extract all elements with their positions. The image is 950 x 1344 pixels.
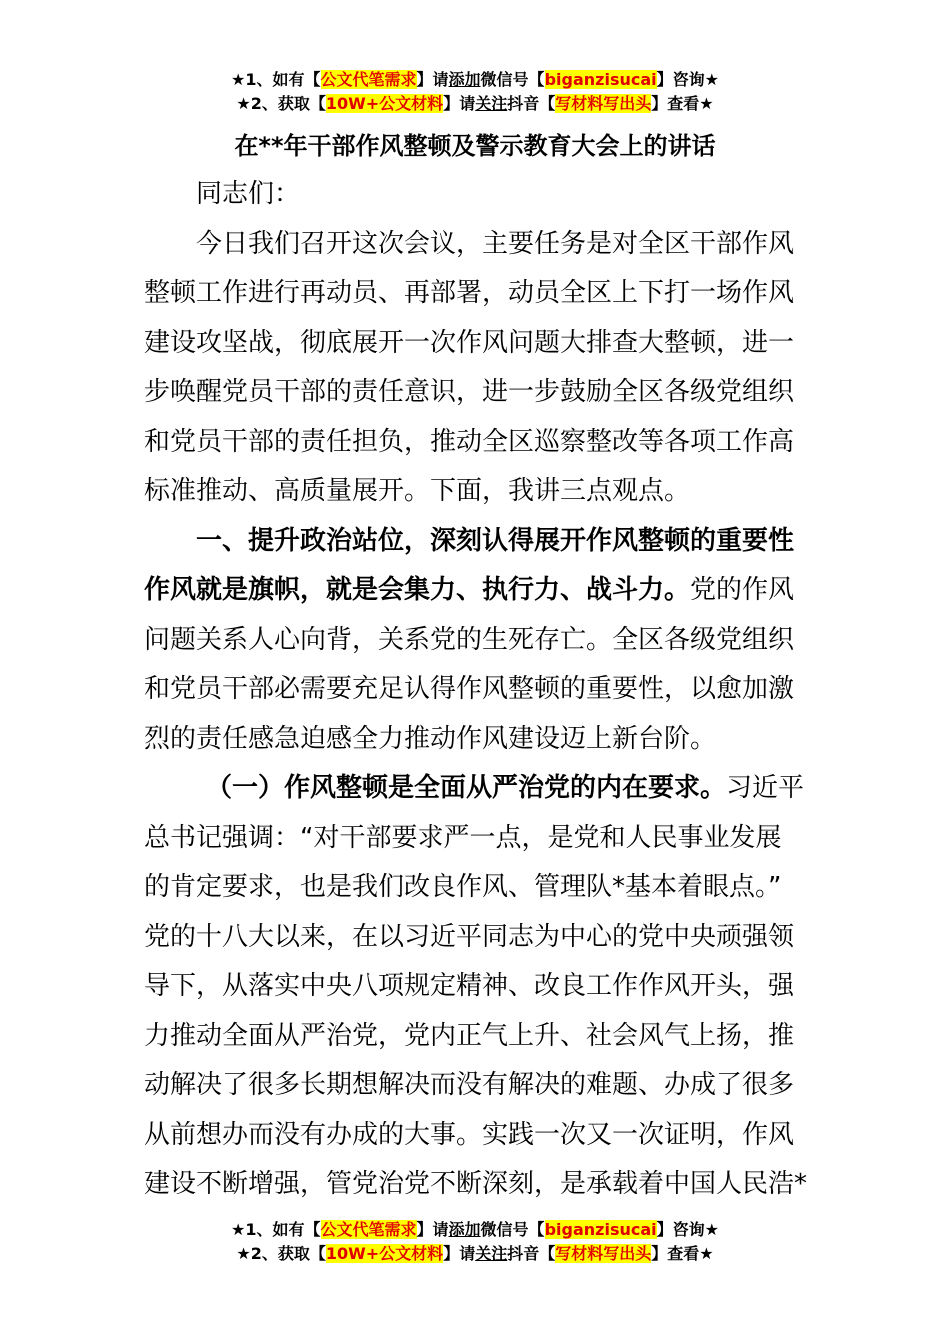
paragraph-line: 整顿工作进行再动员、再部署，动员全区上下打一场作风 (144, 278, 795, 308)
promo-header (0, 68, 950, 116)
paragraph-line: 标准推动、高质量展开。下面，我讲三点观点。 (144, 476, 691, 506)
promo-highlight: 公文代笔需求 (320, 1220, 417, 1239)
promo-highlight: 公文代笔需求 (320, 70, 417, 89)
promo-line-1: ★1、如有【公文代笔需求】请添加微信号【biganzisucai】咨询★ (231, 1220, 719, 1239)
paragraph-line: 动解决了很多长期想解决而没有解决的难题、办成了很多 (144, 1070, 795, 1100)
promo-footer (0, 1218, 950, 1266)
promo-highlight: 10W+公文材料 (325, 94, 444, 113)
paragraph-line: 从前想办而没有办成的大事。实践一次又一次证明，作风 (144, 1119, 795, 1150)
paragraph-line: 建设攻坚战，彻底展开一次作风问题大排查大整顿，进一 (144, 327, 795, 358)
paragraph-line: 烈的责任感急迫感全力推动作风建设迈上新台阶。 (144, 723, 717, 754)
paragraph-line: 和党员干部必需要充足认得作风整顿的重要性，以愈加激 (144, 674, 795, 704)
promo-highlight: biganzisucai (544, 70, 657, 89)
paragraph-line: 总书记强调：“对干部要求严一点，是党和人民事业发展 (144, 822, 782, 853)
paragraph-line: 步唤醒党员干部的责任意识，进一步鼓励全区各级党组织 (144, 377, 795, 407)
paragraph-line: 今日我们召开这次会议，主要任务是对全区干部作风 (196, 228, 795, 259)
promo-highlight: 10W+公文材料 (325, 1244, 444, 1263)
paragraph-line: 问题关系人心向背，关系党的生死存亡。全区各级党组织 (144, 624, 795, 655)
promo-line-2: ★2、获取【10W+公文材料】请关注抖音【写材料写出头】查看★ (236, 1244, 714, 1263)
promo-highlight: biganzisucai (544, 1220, 657, 1239)
promo-line-1: ★1、如有【公文代笔需求】请添加微信号【biganzisucai】咨询★ (231, 70, 719, 89)
document-body (144, 170, 806, 1210)
paragraph-line: 导下，从落实中央八项规定精神、改良工作作风开头，强 (144, 971, 795, 1001)
paragraph-line: 建设不断增强，管党治党不断深刻，是承载着中国人民浩* (144, 1169, 808, 1199)
subsection-heading: （一）作风整顿是全面从严治党的内在要求。 (206, 773, 727, 803)
promo-highlight: 写材料写出头 (555, 94, 652, 113)
lead-sentence: 作风就是旗帜，就是会集力、执行力、战斗力。 (144, 575, 691, 605)
salutation: 同志们： (196, 179, 301, 209)
paragraph-line: 和党员干部的责任担负，推动全区巡察整改等各项工作高 (144, 426, 795, 457)
paragraph-line: 力推动全面从严治党，党内正气上升、社会风气上扬，推 (144, 1020, 795, 1051)
promo-highlight: 写材料写出头 (555, 1244, 652, 1263)
paragraph-line: 作风就是旗帜，就是会集力、执行力、战斗力。党的作风 (144, 575, 795, 605)
paragraph-line: 的肯定要求，也是我们改良作风、管理队*基本着眼点。” (144, 872, 782, 902)
promo-line-2: ★2、获取【10W+公文材料】请关注抖音【写材料写出头】查看★ (236, 94, 714, 113)
paragraph-line: 党的十八大以来，在以习近平同志为中心的党中央顽强领 (144, 921, 795, 952)
document-title: 在**年干部作风整顿及警示教育大会上的讲话 (234, 132, 716, 160)
section-heading: 一、提升政治站位，深刻认得展开作风整顿的重要性 (196, 525, 795, 556)
paragraph-line: （一）作风整顿是全面从严治党的内在要求。习近平 (206, 773, 805, 803)
